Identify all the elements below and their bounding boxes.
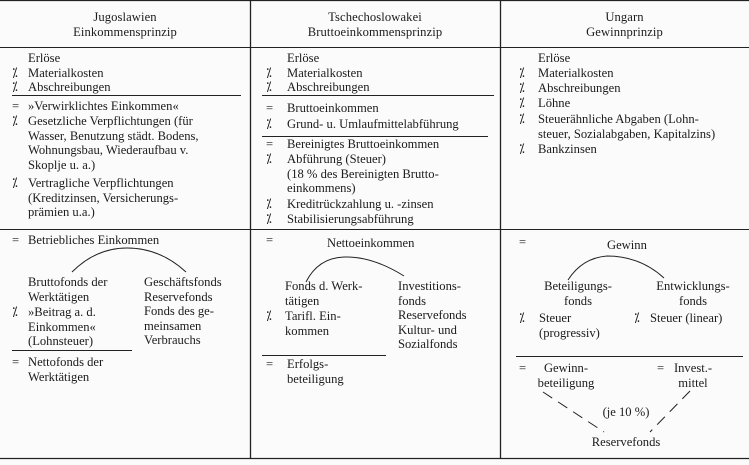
cz-tariff-income: Tarifl. Ein- kommen xyxy=(285,309,341,338)
minus-sign: ⁒ xyxy=(12,176,18,190)
hu-progressive-tax: Steuer (progressiv) xyxy=(539,311,600,340)
minus-sign: ⁒ xyxy=(266,197,272,211)
cz-success-share: Erfolgs- beteiligung xyxy=(287,357,344,386)
minus-sign: ⁒ xyxy=(266,66,272,80)
cz-workers-fund: Fonds d. Werk- tätigen xyxy=(285,279,363,308)
header-czechoslovakia xyxy=(250,10,500,40)
hu-reserve-fund: Reservefonds xyxy=(591,435,661,449)
yu-legal-obligations: Gesetzliche Verpflichtungen (für Wasser, Benutzung städt. Bodens, Wohnungsbau, Wiederaufbau v. Skoplje u. a.) xyxy=(28,114,199,172)
equals-sign: = xyxy=(12,355,20,369)
equals-sign: = xyxy=(266,137,274,151)
minus-sign: ⁒ xyxy=(266,117,272,131)
cz-land-levy: Grund- u. Umlaufmittelabführung xyxy=(287,117,459,131)
hu-invest-funds: Invest.- mittel xyxy=(673,361,713,390)
yu-net-fund: Nettofonds der Werktätigen xyxy=(28,355,104,384)
cz-net-income: Nettoeinkommen xyxy=(327,236,415,250)
hu-profit-share: Gewinn- beteiligung xyxy=(537,361,595,390)
header-principle: Bruttoeinkommensprinzip xyxy=(307,25,443,39)
yu-gross-fund: Bruttofonds der Werktätigen xyxy=(28,275,108,304)
yu-realized-income: »Verwirklichtes Einkommen« xyxy=(28,99,179,113)
cz-credit: Kreditrückzahlung u. -zinsen xyxy=(287,197,434,211)
equals-sign: = xyxy=(12,233,20,247)
header-hungary xyxy=(500,10,749,40)
cz-gross-income: Bruttoeinkommen xyxy=(287,101,379,115)
minus-sign: ⁒ xyxy=(519,142,525,156)
header-country: Ungarn xyxy=(605,10,644,24)
minus-sign: ⁒ xyxy=(12,80,18,94)
hu-taxlike-levies: Steuerähnliche Abgaben (Lohn- steuer, Sozialabgaben, Kapitalzins) xyxy=(538,112,716,141)
minus-sign: ⁒ xyxy=(266,212,272,226)
hu-material-costs: Materialkosten xyxy=(538,66,614,80)
yu-funds: Geschäftsfonds Reservefonds Fonds des ge- meinsamen Verbrauchs xyxy=(144,275,222,348)
header-yugoslavia xyxy=(0,10,250,40)
minus-sign: ⁒ xyxy=(519,66,525,80)
hu-wages: Löhne xyxy=(538,96,571,110)
equals-sign: = xyxy=(266,233,274,247)
yu-depreciation: Abschreibungen xyxy=(28,80,111,94)
equals-sign: = xyxy=(519,361,527,375)
minus-sign: ⁒ xyxy=(519,112,525,126)
yu-operating-income: Betriebliches Einkommen xyxy=(28,233,160,247)
yu-contribution: »Beitrag a. d. Einkommen« (Lohnsteuer) xyxy=(28,305,96,349)
hu-revenue: Erlöse xyxy=(538,51,571,65)
minus-sign: ⁒ xyxy=(12,305,18,319)
minus-sign: ⁒ xyxy=(266,152,272,166)
cz-stabilization: Stabilisierungsabführung xyxy=(287,212,414,226)
hu-depreciation: Abschreibungen xyxy=(538,81,621,95)
equals-sign: = xyxy=(12,99,20,113)
hu-development-fund: Entwicklungs- fonds xyxy=(656,279,730,308)
yu-material-costs: Materialkosten xyxy=(28,66,104,80)
minus-sign: ⁒ xyxy=(519,96,525,110)
minus-sign: ⁒ xyxy=(634,311,640,325)
minus-sign: ⁒ xyxy=(519,81,525,95)
cz-depreciation: Abschreibungen xyxy=(287,80,370,94)
yu-revenue: Erlöse xyxy=(28,51,61,65)
minus-sign: ⁒ xyxy=(12,66,18,80)
cz-adjusted-gross: Bereinigtes Bruttoeinkommen xyxy=(287,137,440,151)
equals-sign: = xyxy=(519,235,527,249)
hu-percent-note: (je 10 %) xyxy=(602,405,650,419)
cz-tax: Abführung (Steuer) (18 % des Bereinigten Brutto- einkommens) xyxy=(287,152,439,196)
cz-revenue: Erlöse xyxy=(287,51,320,65)
cz-funds: Investitions- fonds Reservefonds Kultur- und Sozialfonds xyxy=(398,279,467,352)
hu-participation-fund: Beteiligungs- fonds xyxy=(544,279,612,308)
equals-sign: = xyxy=(266,101,274,115)
header-country: Tschechoslowakei xyxy=(328,10,422,24)
equals-sign: = xyxy=(657,361,665,375)
header-country: Jugoslawien xyxy=(93,10,157,24)
minus-sign: ⁒ xyxy=(266,80,272,94)
hu-bank-interest: Bankzinsen xyxy=(538,142,597,156)
minus-sign: ⁒ xyxy=(519,311,525,325)
hu-linear-tax: Steuer (linear) xyxy=(650,311,723,325)
yu-contract-obligations: Vertragliche Verpflichtungen (Kreditzinsen, Versicherungs- prämien u.a.) xyxy=(28,176,179,220)
hu-profit: Gewinn xyxy=(607,238,647,252)
cz-material-costs: Materialkosten xyxy=(287,66,363,80)
minus-sign: ⁒ xyxy=(266,309,272,323)
minus-sign: ⁒ xyxy=(12,114,18,128)
header-principle: Einkommensprinzip xyxy=(73,25,177,39)
header-principle: Gewinnprinzip xyxy=(586,25,663,39)
equals-sign: = xyxy=(266,357,274,371)
